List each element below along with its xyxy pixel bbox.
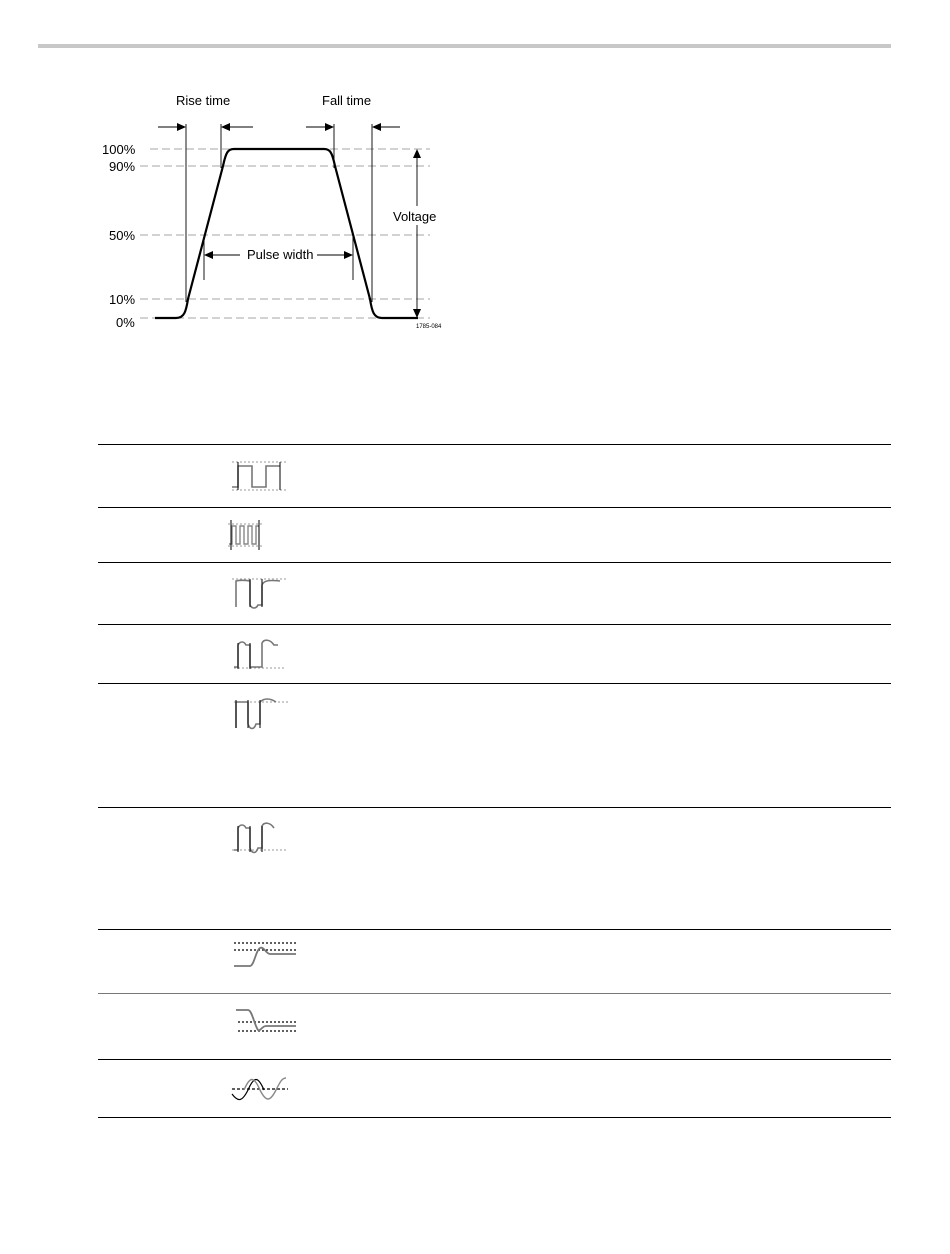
voltage-arrow-up-head <box>413 149 421 158</box>
negative-overshoot-icon <box>230 1004 300 1040</box>
table-row <box>98 507 891 562</box>
rise-time-label: Rise time <box>176 93 231 108</box>
pulse-width-arrow-left-head <box>204 251 213 259</box>
negative-duty-cycle-icon <box>230 696 290 732</box>
rise-arrow-left-head <box>177 123 186 131</box>
positive-overshoot-icon <box>230 940 300 972</box>
fall-arrow-right-head <box>372 123 381 131</box>
voltage-arrow-down-head <box>413 309 421 318</box>
level-90-label: 90% <box>109 159 136 174</box>
positive-duty-cycle-icon <box>230 820 290 856</box>
table-row <box>98 444 891 507</box>
table-row <box>98 929 891 993</box>
pulse-width-arrow-right-head <box>344 251 353 259</box>
positive-pulse-width-icon <box>230 637 290 673</box>
measurement-table <box>98 444 891 1118</box>
level-50-label: 50% <box>109 228 136 243</box>
table-row <box>98 562 891 624</box>
phase-measurement-icon <box>230 1072 290 1104</box>
fall-time-label: Fall time <box>322 93 372 108</box>
table-row <box>98 807 891 929</box>
negative-pulse-width-icon <box>230 575 290 611</box>
table-row <box>98 1059 891 1118</box>
table-row <box>98 993 891 1059</box>
table-row <box>98 624 891 683</box>
burst-width-measurement-icon <box>226 518 266 552</box>
pulse-waveform <box>155 149 418 318</box>
period-measurement-icon <box>230 459 290 493</box>
level-100-label: 100% <box>102 142 136 157</box>
level-10-label: 10% <box>109 292 136 307</box>
pulse-width-label: Pulse width <box>247 247 314 262</box>
table-row <box>98 683 891 807</box>
voltage-label: Voltage <box>393 209 437 224</box>
level-0-label: 0% <box>116 315 135 330</box>
header-rule <box>38 44 891 48</box>
fall-arrow-left-head <box>325 123 334 131</box>
rise-arrow-right-head <box>221 123 230 131</box>
figure-id: 1785-084 <box>416 324 442 330</box>
pulse-timing-diagram <box>100 80 445 340</box>
